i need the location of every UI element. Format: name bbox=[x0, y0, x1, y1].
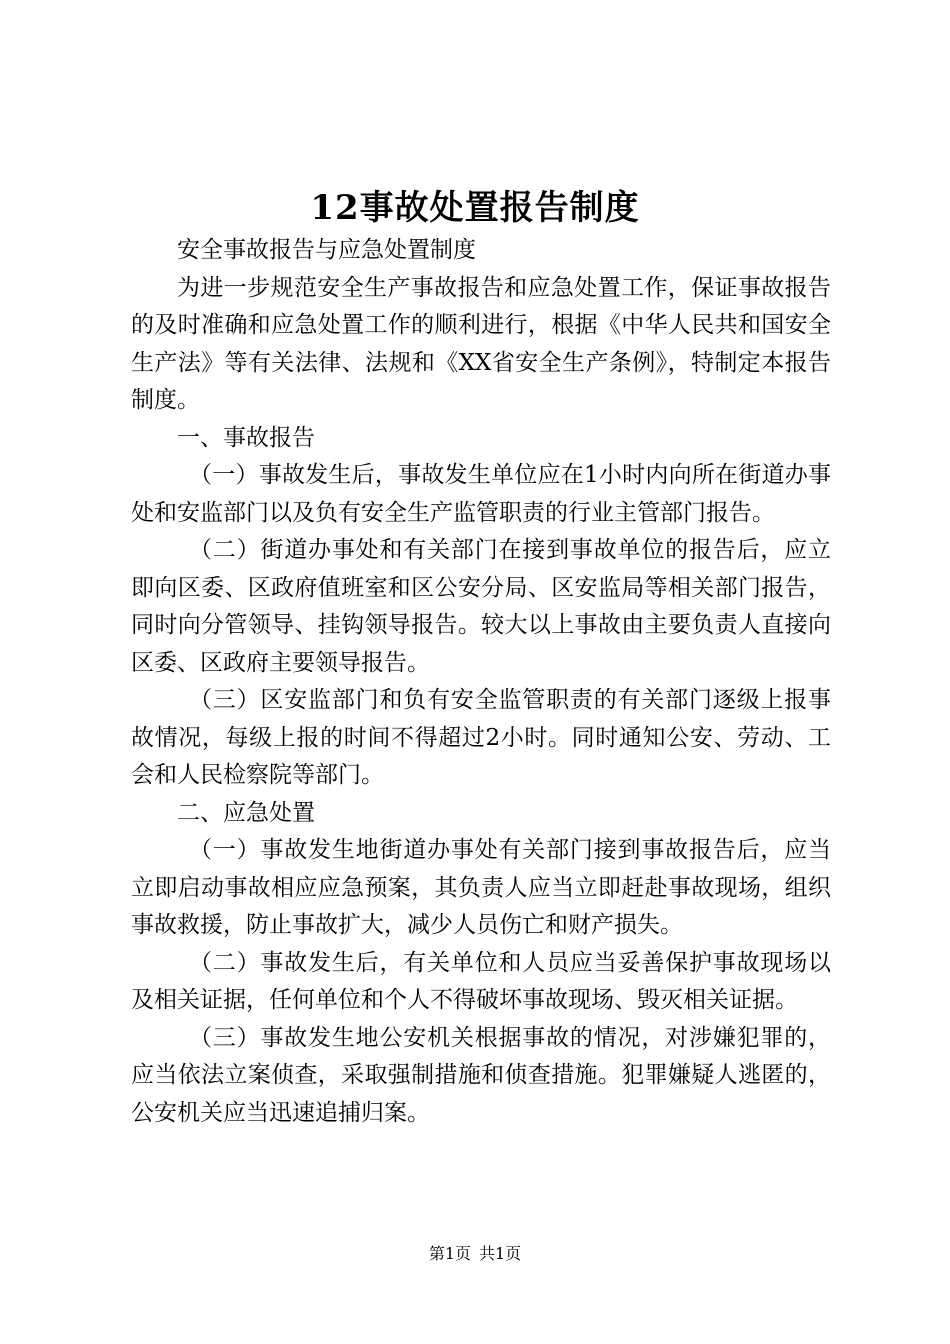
page-total: 共1页 bbox=[479, 1244, 522, 1263]
document-body bbox=[131, 232, 831, 1132]
section-item: （二）街道办事处和有关部门在接到事故单位的报告后，应立即向区委、区政府值班室和区公安分局、区安监局等相关部门报告，同时向分管领导、挂钩领导报告。较大以上事故由主要负责人直接向区委、区政府主要领导报告。 bbox=[131, 537, 831, 676]
section-heading: 一、事故报告 bbox=[177, 424, 315, 451]
intro-paragraph: 为进一步规范安全生产事故报告和应急处置工作，保证事故报告的及时准确和应急处置工作的顺利进行，根据《中华人民共和国安全生产法》等有关法律、法规和《XX省安全生产条例》，特制定本报告制度。 bbox=[131, 274, 831, 413]
section-item: （二）事故发生后，有关单位和人员应当妥善保护事故现场以及相关证据，任何单位和个人不得破坏事故现场、毁灭相关证据。 bbox=[131, 949, 831, 1013]
document-title: 12事故处置报告制度 bbox=[310, 188, 640, 228]
section-item: （三）事故发生地公安机关根据事故的情况，对涉嫌犯罪的，应当依法立案侦查，采取强制措施和侦查措施。犯罪嫌疑人逃匿的，公安机关应当迅速追捕归案。 bbox=[131, 1024, 831, 1126]
section-heading: 二、应急处置 bbox=[177, 799, 315, 826]
section-item: （三）区安监部门和负有安全监管职责的有关部门逐级上报事故情况，每级上报的时间不得超过2小时。同时通知公安、劳动、工会和人民检察院等部门。 bbox=[131, 687, 831, 788]
page-footer bbox=[0, 1242, 950, 1266]
section-item: （一）事故发生地街道办事处有关部门接到事故报告后，应当立即启动事故相应应急预案，其负责人应当立即赶赴事故现场，组织事故救援，防止事故扩大，减少人员伤亡和财产损失。 bbox=[131, 837, 831, 938]
document-subtitle: 安全事故报告与应急处置制度 bbox=[177, 237, 476, 263]
page-number: 第1页 bbox=[428, 1244, 471, 1263]
section-item: （一）事故发生后，事故发生单位应在1小时内向所在街道办事处和安监部门以及负有安全生产监管职责的行业主管部门报告。 bbox=[131, 462, 831, 526]
